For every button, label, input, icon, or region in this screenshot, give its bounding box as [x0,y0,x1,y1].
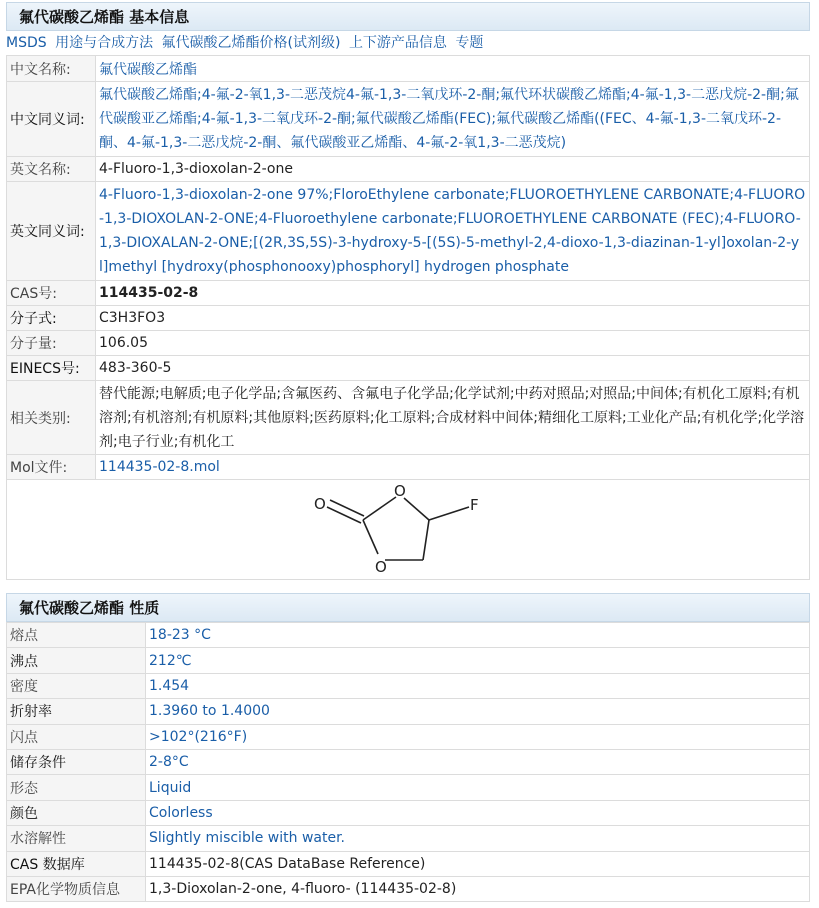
storage-label: 储存条件 [7,749,146,774]
cn-synonyms-label: 中文同义词: [7,82,96,157]
table-row [7,455,810,480]
boiling-point-value: 212℃ [146,648,810,673]
structure-cell [7,480,810,580]
table-row [7,800,810,825]
melting-point-label: 熔点 [7,623,146,648]
flash-point-label: 闪点 [7,724,146,749]
cn-synonyms-value[interactable]: 氟代碳酸乙烯酯;4-氟-2-氧1,3-二恶茂烷4-氟-1,3-二氧戊环-2-酮;氟代环状碳酸乙烯酯;4-氟-1,3-二恶戊烷-2-酮;氟代碳酸亚乙烯酯;4-氟-1,3-二氧戊环-2-酮;氟代碳酸乙烯酯(FEC);氟代碳酸乙烯酯((FEC、4-氟-1,3-二氧戊环-2-酮、4-氟-1,3-二恶戊烷-2-酮、氟代碳酸亚乙烯酯、4-氟-2-氧1,3-二恶茂烷) [96,82,810,157]
formula-label: 分子式: [7,306,96,331]
refractive-index-label: 折射率 [7,699,146,724]
table-row [7,381,810,455]
cas-value: 114435-02-8 [96,281,810,306]
table-row [7,623,810,648]
water-solubility-label: 水溶解性 [7,826,146,851]
mw-label: 分子量: [7,331,96,356]
table-row [7,356,810,381]
melting-point-value: 18-23 °C [146,623,810,648]
table-row [7,182,810,281]
nav-links [6,32,810,54]
table-row [7,648,810,673]
atom-o-carbonyl: O [314,495,326,513]
atom-o-ring-bottom: O [375,558,387,576]
properties-table [6,622,810,902]
price-link[interactable]: 氟代碳酸乙烯酯价格(试剂级) [161,35,341,51]
table-row [7,749,810,774]
basic-info-header: 氟代碳酸乙烯酯 基本信息 [6,2,810,31]
category-label: 相关类别: [7,381,96,455]
en-name-value: 4-Fluoro-1,3-dioxolan-2-one [96,157,810,182]
storage-value: 2-8°C [146,749,810,774]
epa-info-value[interactable]: 1,3-Dioxolan-2-one, 4-fluoro- (114435-02-8) [146,876,810,901]
cas-label: CAS号: [7,281,96,306]
water-solubility-value: Slightly miscible with water. [146,826,810,851]
basic-info-table [6,55,810,580]
form-label: 形态 [7,775,146,800]
mol-label: Mol文件: [7,455,96,480]
cn-name-value[interactable]: 氟代碳酸乙烯酯 [96,56,810,82]
cn-name-label: 中文名称: [7,56,96,82]
table-row [7,724,810,749]
atom-f: F [470,496,479,514]
epa-info-label: EPA化学物质信息 [7,876,146,901]
formula-value: C3H3FO3 [96,306,810,331]
table-row [7,281,810,306]
table-row [7,699,810,724]
refractive-index-value: 1.3960 to 1.4000 [146,699,810,724]
table-row [7,673,810,698]
table-row [7,56,810,82]
einecs-value: 483-360-5 [96,356,810,381]
table-row [7,876,810,901]
table-row [7,775,810,800]
en-name-label: 英文名称: [7,157,96,182]
cas-database-value[interactable]: 114435-02-8(CAS DataBase Reference) [146,851,810,876]
density-value: 1.454 [146,673,810,698]
usage-synthesis-link[interactable]: 用途与合成方法 [55,35,154,51]
einecs-label: EINECS号: [7,356,96,381]
table-row [7,331,810,356]
msds-link[interactable]: MSDS [6,35,47,51]
table-row [7,82,810,157]
flash-point-value: >102°(216°F) [146,724,810,749]
mw-value: 106.05 [96,331,810,356]
table-row [7,826,810,851]
atom-o-ring-top: O [394,482,406,500]
density-label: 密度 [7,673,146,698]
color-label: 颜色 [7,800,146,825]
table-row [7,480,810,580]
en-synonyms-value[interactable]: 4-Fluoro-1,3-dioxolan-2-one 97%;FloroEthylene carbonate;FLUOROETHYLENE CARBONATE;4-FLUORO-1,3-DIOXOLAN-2-ONE;4-Fluoroethylene carbonate;FLUOROETHYLENE CARBONATE (FEC);4-FLUORO-1,3-DIOXALAN-2-ONE;[(2R,3S,5S)-3-hydroxy-5-[(5S)-5-methyl-2,4-dioxo-1,3-diazinan-1-yl]oxolan-2-yl]methyl [hydroxy(phosphonooxy)phosphoryl] hydrogen phosphate [96,182,810,281]
mol-file-link[interactable]: 114435-02-8.mol [96,455,810,480]
topic-link[interactable]: 专题 [455,35,484,51]
table-row [7,306,810,331]
properties-header: 氟代碳酸乙烯酯 性质 [6,593,810,622]
en-synonyms-label: 英文同义词: [7,182,96,281]
table-row [7,851,810,876]
molecule-structure [308,480,508,579]
category-value: 替代能源;电解质;电子化学品;含氟医药、含氟电子化学品;化学试剂;中药对照品;对照品;中间体;有机化工原料;有机溶剂;有机溶剂;有机原料;其他原料;医药原料;化工原料;合成材料中间体;精细化工原料;工业化产品;有机化学;化学溶剂;电子行业;有机化工 [96,381,810,455]
form-value: Liquid [146,775,810,800]
color-value: Colorless [146,800,810,825]
upstream-downstream-link[interactable]: 上下游产品信息 [348,35,447,51]
boiling-point-label: 沸点 [7,648,146,673]
cas-database-label: CAS 数据库 [7,851,146,876]
table-row [7,157,810,182]
